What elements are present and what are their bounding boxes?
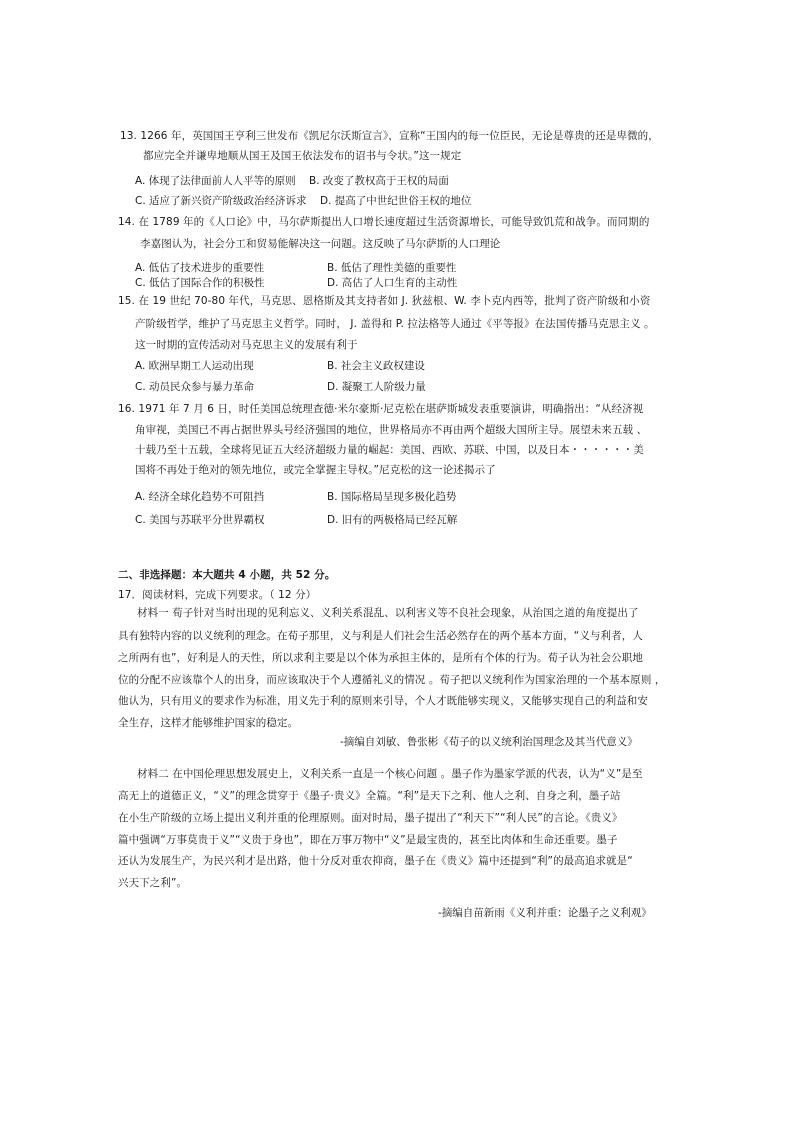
q17-material-2-line-5: 还认为发展生产，为民兴利才是出路，他十分反对重农抑商，墨子在《贵义》篇中还提到“利”的最高追求就是“: [118, 855, 633, 867]
q14-stem-line-2: 李嘉图认为，社会分工和贸易能解决这一问题。这反映了马尔萨斯的人口理论: [140, 238, 501, 250]
q13-stem-line-2: 都应完全并谦卑地顺从国王及国王依法发布的诏书与令状。”这一规定: [143, 150, 462, 162]
q15-stem-line-2: 产阶级哲学，维护了马克思主义哲学。同时， J. 盖得和 P. 拉法格等人通过《平等报》在法国传播马克思主义 。: [135, 318, 655, 330]
q15-option-a: A. 欧洲早期工人运动出现: [135, 360, 254, 372]
q17-material-2-line-4: 篇中强调“万事莫贵于义”“义贵于身也”，即在万事万物中“义”是最宝贵的，甚至比肉体和生命还重要。墨子: [118, 834, 618, 846]
q16-option-c: C. 美国与苏联平分世界霸权: [135, 514, 265, 526]
q17-material-1-line-1: 材料一 荀子针对当时出现的见利忘义、义利关系混乱、以利害义等不良社会现象，从治国之道的角度提出了: [137, 607, 639, 619]
q17-material-2-line-6: 兴天下之利”。: [118, 877, 188, 889]
q16-option-b: B. 国际格局呈现多极化趋势: [327, 491, 457, 503]
q17-material-1-line-3: 之所两有也”，好利是人的天性，所以求利主要是以个体为承担主体的，是所有个体的行为。荀子认为社会公职地: [118, 652, 643, 664]
q17-intro: 17．阅读材料，完成下列要求。（ 12 分）: [118, 589, 317, 601]
q17-material-2-line-1: 材料二 在中国伦理思想发展史上，义利关系一直是一个核心问题 。墨子作为墨家学派的代表，认为“义”是至: [137, 768, 643, 780]
q15-option-b: B. 社会主义政权建设: [327, 360, 425, 372]
q16-option-d: D. 旧有的两极格局已经瓦解: [327, 514, 458, 526]
q14-stem-line-1: 14. 在 1789 年的《人口论》中，马尔萨斯提出人口增长速度超过生活资源增长，可能导致饥荒和战争。而同期的: [118, 216, 650, 228]
q13-option-b: B. 改变了教权高于王权的局面: [309, 175, 449, 187]
q13-stem-line-1: 13. 1266 年，英国国王亨利三世发布《凯尼尔沃斯宣言》，宣称“王国内的每一位臣民，无论是尊贵的还是卑微的，: [120, 130, 659, 142]
q17-material-1-source: -摘编自刘敏、鲁张彬《荀子的以义统利治国理念及其当代意义》: [340, 736, 638, 748]
q15-stem-line-1: 15. 在 19 世纪 70-80 年代，马克思、恩格斯及其支持者如 J. 狄兹根、W. 李卜克内西等，批判了资产阶级和小资: [118, 295, 651, 307]
q17-material-1-line-2: 具有独特内容的以义统利的理念。在荀子那里，义与利是人们社会生活必然存在的两个基本方面，“义与利者，人: [118, 630, 643, 642]
q15-stem-line-3: 这一时期的宣传活动对马克思主义的发展有利于: [135, 339, 358, 351]
q13-option-d: D. 提高了中世纪世俗王权的地位: [320, 195, 472, 207]
q15-option-c: C. 动员民众参与暴力革命: [135, 381, 255, 393]
q17-material-1-line-4: 位的分配不应该靠个人的出身，而应该取决于个人遵循礼义的情况 。荀子把以义统利作为国家治理的一个基本原则 ，: [118, 674, 666, 686]
q17-material-2-source: -摘编自苗新雨《义利并重：论墨子之义利观》: [438, 907, 652, 919]
q17-material-1-line-5: 他认为，只有用义的要求作为标准，用义先于利的原则来引导，个人才既能够实现义，又能够实现自己的利益和安: [118, 695, 648, 707]
q16-stem-line-3: 十载乃至十五载，全球将见证五大经济超级力量的崛起：美国、西欧、苏联、中国，以及日本・・・・・・美: [135, 444, 644, 456]
q14-option-b: B. 低估了理性美德的重要性: [327, 262, 457, 274]
q17-material-2-line-2: 高无上的道德正义，“义”的理念贯穿于《墨子·贵义》全篇。“利”是天下之利、他人之利、自身之利，墨子站: [118, 790, 621, 802]
q17-material-1-line-6: 全生存，这样才能够维护国家的稳定。: [118, 717, 299, 729]
section-2-heading: 二、非选择题：本大题共 4 小题，共 52 分。: [118, 569, 336, 581]
q16-stem-line-1: 16. 1971 年 7 月 6 日，时任美国总统理查德·米尔豪斯·尼克松在堪萨斯城发表重要演讲，明确指出：“从经济视: [118, 403, 644, 415]
q13-option-c: C. 适应了新兴资产阶级政治经济诉求: [135, 195, 307, 207]
q14-option-c: C. 低估了国际合作的积极性: [135, 277, 265, 289]
q17-material-2-line-3: 在小生产阶级的立场上提出义利并重的伦理原则。面对时局，墨子提出了“利天下”“利人民”的言论。《贵义》: [118, 812, 623, 824]
q16-option-a: A. 经济全球化趋势不可阻挡: [135, 491, 265, 503]
q14-option-a: A. 低估了技术进步的重要性: [135, 262, 265, 274]
q15-option-d: D. 凝聚工人阶级力量: [327, 381, 426, 393]
q13-option-a: A. 体现了法律面前人人平等的原则: [135, 175, 296, 187]
q16-stem-line-2: 角审视，美国已不再占据世界头号经济强国的地位，世界格局亦不再由两个超级大国所主导。展望未来五载 、: [135, 424, 648, 436]
q14-option-d: D. 高估了人口生育的主动性: [327, 277, 458, 289]
q16-stem-line-4: 国将不再处于绝对的领先地位，或完全掌握主导权。”尼克松的这一论述揭示了: [135, 464, 496, 476]
